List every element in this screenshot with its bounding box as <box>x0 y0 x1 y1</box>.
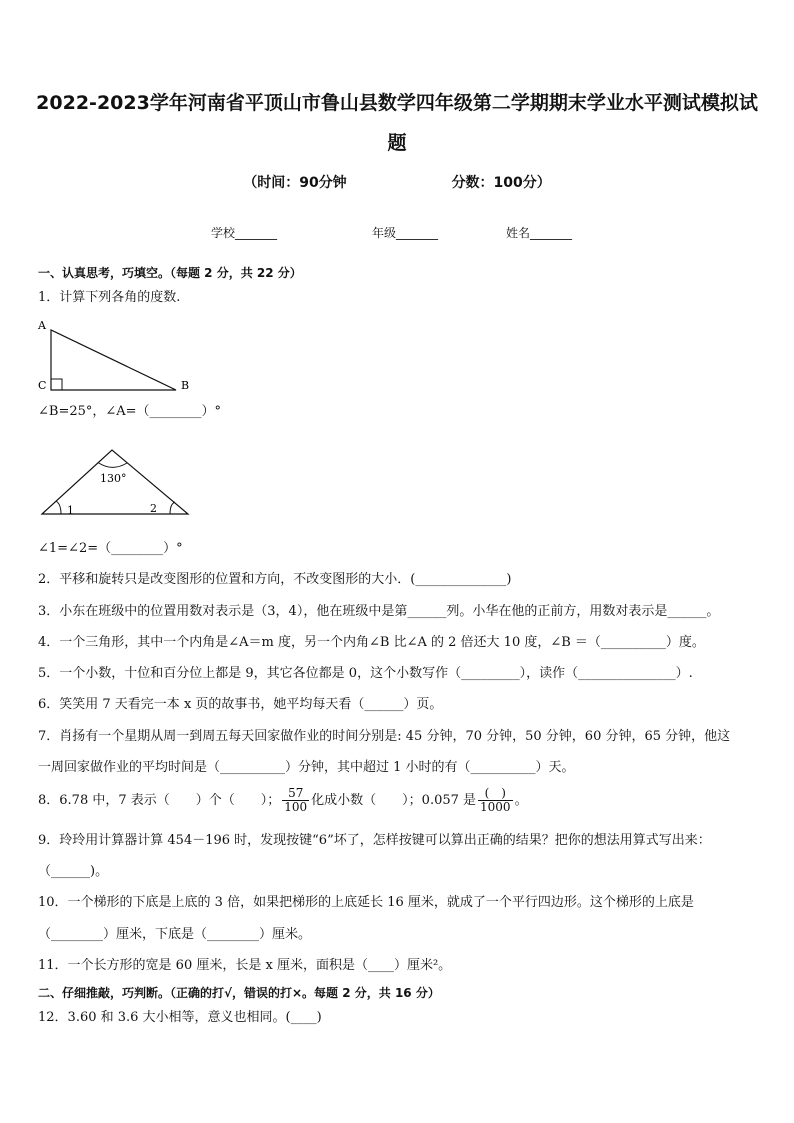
isosceles-triangle-figure <box>34 440 198 520</box>
school-field[interactable]: 学校_______ <box>211 226 278 240</box>
question-9-line2[interactable]: （______)。 <box>38 864 109 879</box>
label-c: C <box>38 379 47 392</box>
fraction-2-numerator[interactable]: ( ) <box>478 787 513 801</box>
page-title-line1: 2022-2023学年河南省平顶山市鲁山县数学四年级第二学期期末学业水平测试模拟试 <box>36 92 758 114</box>
right-angle-mark <box>51 379 62 390</box>
label-a: A <box>38 319 46 332</box>
question-8 <box>38 786 528 816</box>
exam-meta <box>0 172 794 192</box>
fraction-57-100 <box>282 787 309 814</box>
apex-angle-arc <box>98 463 127 468</box>
label-b: B <box>181 379 190 392</box>
question-8-part1: 8．6.78 中，7 表示（ ）个（ ）； <box>38 793 281 808</box>
question-8-part3: 。 <box>514 793 528 808</box>
question-6: 6．笑笑用 7 天看完一本 x 页的故事书，她平均每天看（______）页。 <box>38 697 443 712</box>
question-8-part2: 化成小数（ ）；0.057 是 <box>311 793 477 808</box>
fraction-1-denominator: 100 <box>284 800 308 814</box>
question-3: 3．小东在班级中的位置用数对表示是（3，4），他在班级中是第______列。小华在他的正前方，用数对表示是______。 <box>38 604 720 619</box>
question-1-blank-a[interactable]: ∠B=25°，∠A=（________）° <box>38 404 222 419</box>
page-title-line2: 题 <box>387 132 407 154</box>
right-triangle-figure <box>34 314 204 400</box>
apex-angle-label: 130° <box>100 472 127 485</box>
question-1-blank-b[interactable]: ∠1=∠2=（________）° <box>38 541 183 556</box>
question-9-line1: 9．玲玲用计算器计算 454－196 时，发现按键“6”坏了，怎样按键可以算出正确的结果？把你的想法用算式写出来： <box>38 833 711 848</box>
question-5: 5．一个小数，十位和百分位上都是 9，其它各位都是 0，这个小数写作（_________），读作（_______________）. <box>38 666 693 681</box>
angle-1-label: 1 <box>67 504 74 517</box>
section-1-heading: 一、认真思考，巧填空。（每题 2 分，共 22 分） <box>38 266 302 280</box>
exam-time: （时间：90分钟 <box>243 175 347 191</box>
angle-2-arc <box>170 502 175 514</box>
fraction-1-numerator: 57 <box>282 787 309 801</box>
grade-field[interactable]: 年级_______ <box>372 226 439 240</box>
question-10-line2: （________）厘米，下底是（________）厘米。 <box>38 927 312 942</box>
question-2: 2．平移和旋转只是改变图形的位置和方向，不改变图形的大小．(______________) <box>38 572 512 587</box>
fraction-blank-1000 <box>478 787 513 814</box>
angle-1-arc <box>56 501 61 514</box>
section-2-heading: 二、仔细推敲，巧判断。（正确的打√，错误的打×。每题 2 分，共 16 分） <box>38 986 440 1000</box>
triangle-abc <box>51 330 176 390</box>
question-10-line1: 10．一个梯形的下底是上底的 3 倍，如果把梯形的上底延长 16 厘米，就成了一个平行四边形。这个梯形的上底是 <box>38 895 694 910</box>
question-4: 4．一个三角形，其中一个内角是∠A＝m 度，另一个内角∠B 比∠A 的 2 倍还大 10 度，∠B ＝（__________）度。 <box>38 635 705 650</box>
fraction-2-denominator: 1000 <box>480 800 511 814</box>
question-11: 11．一个长方形的宽是 60 厘米，长是 x 厘米，面积是（____）厘米²。 <box>38 958 452 973</box>
question-1: 1．计算下列各角的度数. <box>38 290 181 305</box>
question-12: 12．3.60 和 3.6 大小相等，意义也相同。(____) <box>38 1010 322 1025</box>
question-7-line2: 一周回家做作业的平均时间是（__________）分钟，其中超过 1 小时的有（__________）天。 <box>38 760 575 775</box>
question-7-line1: 7．肖扬有一个星期从周一到周五每天回家做作业的时间分别是: 45 分钟，70 分钟，50 分钟，60 分钟，65 分钟，他这 <box>38 729 731 744</box>
angle-2-label: 2 <box>150 502 157 515</box>
name-field[interactable]: 姓名_______ <box>506 226 573 240</box>
exam-score: 分数：100分） <box>451 175 551 191</box>
